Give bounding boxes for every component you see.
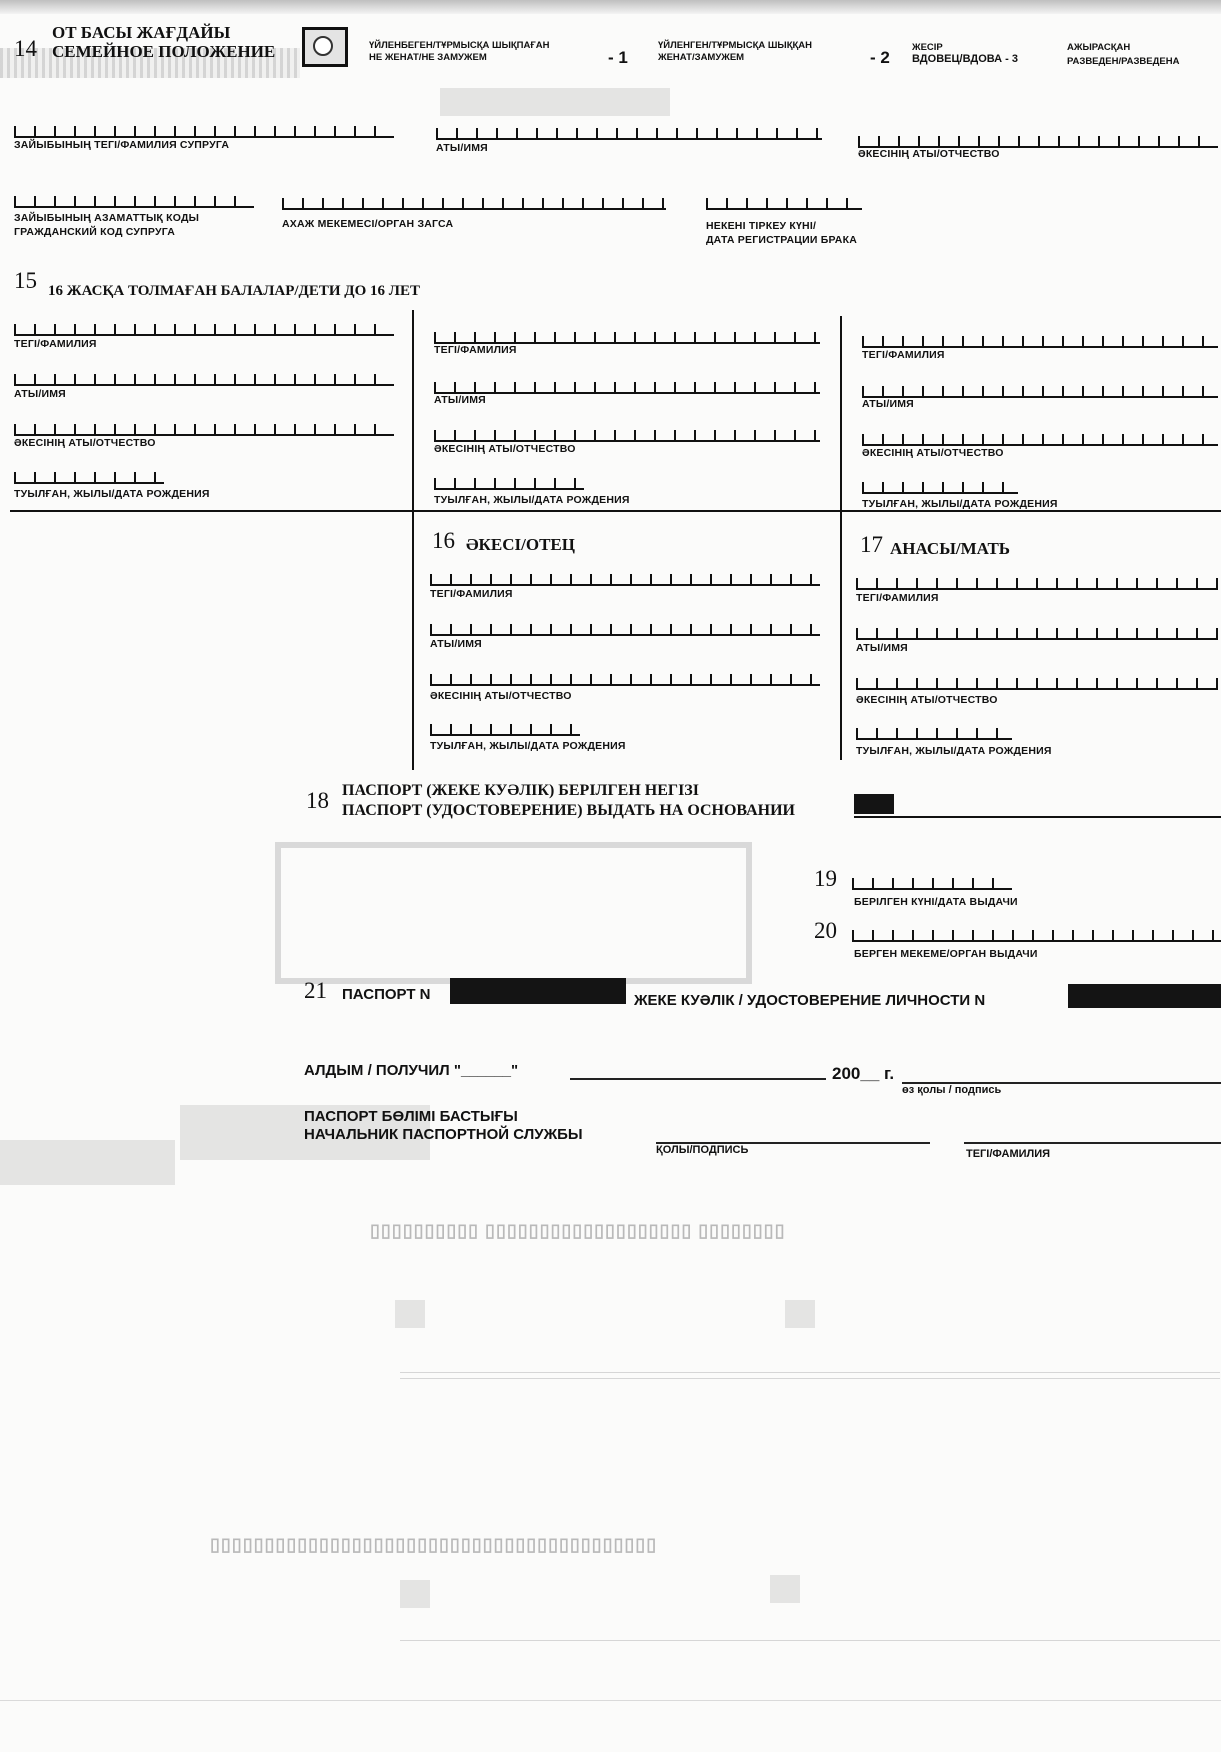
spouse-surname-field[interactable] [14,120,394,138]
mother-patronymic-label: ӘКЕСІНІҢ АТЫ/ОТЧЕСТВО [856,694,998,706]
id-card-number-label: ЖЕКЕ КУӘЛІК / УДОСТОВЕРЕНИЕ ЛИЧНОСТИ N [634,992,986,1009]
marital-status-code-box[interactable] [302,27,348,67]
checkbox-mark [313,36,333,56]
mother-dob-label: ТУЫЛҒАН, ЖЫЛЫ/ДАТА РОЖДЕНИЯ [856,745,1052,757]
child1-dob-field[interactable] [14,466,164,484]
option-1-code: - 1 [608,48,628,67]
issue-date-field[interactable] [852,872,1012,890]
chief-surname-label: ТЕГІ/ФАМИЛИЯ [966,1148,1051,1160]
bleed-through-block [440,88,670,116]
section-17-number: 17 [860,532,883,557]
option-3-ru: ВДОВЕЦ/ВДОВА - 3 [912,53,1018,65]
issuing-authority-label: БЕРГЕН МЕКЕМЕ/ОРГАН ВЫДАЧИ [854,948,1038,960]
chief-title-kz: ПАСПОРТ БӨЛІМІ БАСТЫҒЫ [304,1108,518,1125]
child3-patronymic-field[interactable] [862,428,1218,446]
spouse-code-label-kz: ЗАЙЫБЫНЫҢ АЗАМАТТЫҚ КОДЫ [14,212,200,224]
received-year: 200__ г. [832,1064,895,1083]
chief-surname-line[interactable] [964,1142,1221,1144]
option-4-ru: РАЗВЕДЕН/РАЗВЕДЕНА [1067,56,1180,67]
mother-patronymic-field[interactable] [856,672,1218,690]
spouse-patronymic-field[interactable] [858,130,1218,148]
mother-name-field[interactable] [856,622,1218,640]
zags-field[interactable] [282,192,666,210]
child2-patronymic-label: ӘКЕСІНІҢ АТЫ/ОТЧЕСТВО [434,443,576,455]
bleed-through-block [400,1580,430,1608]
received-date-line[interactable] [570,1078,826,1080]
option-2-code: - 2 [870,48,890,67]
mother-surname-field[interactable] [856,572,1218,590]
child2-dob-field[interactable] [434,472,584,490]
received-signature-label: өз қолы / подпись [902,1084,1002,1096]
child2-surname-label: ТЕГІ/ФАМИЛИЯ [434,344,517,356]
child1-name-field[interactable] [14,368,394,386]
child1-patronymic-label: ӘКЕСІНІҢ АТЫ/ОТЧЕСТВО [14,437,156,449]
option-2-kz: ҮЙЛЕНГЕН/ТҰРМЫСҚА ШЫҚҚАН [658,40,813,51]
spouse-patronymic-label: ӘКЕСІНІҢ АТЫ/ОТЧЕСТВО [858,148,1000,160]
marriage-date-field[interactable] [706,192,862,210]
bleed-through-text: ▯▯▯▯▯▯▯▯▯▯ ▯▯▯▯▯▯▯▯▯▯▯▯▯▯▯▯▯▯▯ ▯▯▯▯▯▯▯▯ [370,1223,786,1243]
option-2-ru: ЖЕНАТ/ЗАМУЖЕМ [658,52,745,63]
child2-name-label: АТЫ/ИМЯ [434,394,486,406]
father-name-field[interactable] [430,618,820,636]
option-4-kz: АЖЫРАСҚАН [1067,42,1131,53]
spouse-name-field[interactable] [436,122,822,140]
spouse-name-label: АТЫ/ИМЯ [436,142,488,154]
chief-title-ru: НАЧАЛЬНИК ПАСПОРТНОЙ СЛУЖБЫ [304,1126,583,1143]
father-dob-label: ТУЫЛҒАН, ЖЫЛЫ/ДАТА РОЖДЕНИЯ [430,740,626,752]
section-15-number: 15 [14,268,37,293]
option-3-kz: ЖЕСІР [912,42,943,53]
bleed-through-rule [400,1640,1220,1641]
chief-signature-label: ҚОЛЫ/ПОДПИСЬ [656,1144,749,1156]
child2-dob-label: ТУЫЛҒАН, ЖЫЛЫ/ДАТА РОЖДЕНИЯ [434,494,630,506]
bleed-through-rule [400,1372,1220,1373]
bleed-through-rule [0,1700,1221,1701]
section-16-number: 16 [432,528,455,553]
child3-dob-label: ТУЫЛҒАН, ЖЫЛЫ/ДАТА РОЖДЕНИЯ [862,498,1058,510]
id-card-number-redacted [1068,984,1221,1008]
spouse-surname-label: ЗАЙЫБЫНЫҢ ТЕГІ/ФАМИЛИЯ СУПРУГА [14,139,230,151]
option-1-ru: НЕ ЖЕНАТ/НЕ ЗАМУЖЕМ [369,52,487,63]
father-surname-label: ТЕГІ/ФАМИЛИЯ [430,588,513,600]
basis-field[interactable] [854,794,1221,818]
section-16-title: ӘКЕСІ/ОТЕЦ [466,535,575,554]
section-14-title-ru: СЕМЕЙНОЕ ПОЛОЖЕНИЕ [52,42,276,61]
section-19-number: 19 [814,866,837,891]
section-18-line-ru: ПАСПОРТ (УДОСТОВЕРЕНИЕ) ВЫДАТЬ НА ОСНОВАНИИ [342,802,795,819]
passport-number-label: ПАСПОРТ N [342,986,431,1003]
section-18-number: 18 [306,788,329,813]
passport-number-redacted [450,978,626,1004]
child2-surname-field[interactable] [434,326,820,344]
bleed-through-block [395,1300,425,1328]
marriage-date-label-2: ДАТА РЕГИСТРАЦИИ БРАКА [706,234,857,246]
bleed-through-rule [400,1378,1220,1379]
child1-surname-label: ТЕГІ/ФАМИЛИЯ [14,338,97,350]
father-name-label: АТЫ/ИМЯ [430,638,482,650]
child3-patronymic-label: ӘКЕСІНІҢ АТЫ/ОТЧЕСТВО [862,447,1004,459]
father-patronymic-label: ӘКЕСІНІҢ АТЫ/ОТЧЕСТВО [430,690,572,702]
child2-name-field[interactable] [434,376,820,394]
father-patronymic-field[interactable] [430,668,820,686]
received-label: АЛДЫМ / ПОЛУЧИЛ "______" [304,1062,519,1079]
issuing-authority-field[interactable] [852,924,1221,942]
section-14-number: 14 [14,36,37,61]
bleed-through-block [770,1575,800,1603]
father-dob-field[interactable] [430,718,580,736]
bleed-through-text: ▯▯▯▯▯▯▯▯▯▯▯▯▯▯▯▯▯▯▯▯▯▯▯▯▯▯▯▯▯▯▯▯▯▯▯▯▯▯▯▯▯ [210,1537,658,1557]
child3-name-field[interactable] [862,380,1218,398]
section-21-number: 21 [304,978,327,1003]
father-surname-field[interactable] [430,568,820,586]
child3-surname-field[interactable] [862,330,1218,348]
section-15-bottom-rule [10,510,1221,512]
mother-surname-label: ТЕГІ/ФАМИЛИЯ [856,592,939,604]
child1-surname-field[interactable] [14,318,394,336]
child3-surname-label: ТЕГІ/ФАМИЛИЯ [862,349,945,361]
marriage-date-label-1: НЕКЕНІ ТІРКЕУ КҮНІ/ [706,220,817,232]
mother-name-label: АТЫ/ИМЯ [856,642,908,654]
bleed-through-frame [275,842,752,984]
column-divider-1 [412,310,414,770]
child1-dob-label: ТУЫЛҒАН, ЖЫЛЫ/ДАТА РОЖДЕНИЯ [14,488,210,500]
issue-date-label: БЕРІЛГЕН КҮНІ/ДАТА ВЫДАЧИ [854,896,1018,908]
section-15-title: 16 ЖАСҚА ТОЛМАҒАН БАЛАЛАР/ДЕТИ ДО 16 ЛЕТ [48,283,420,299]
bleed-through-block [785,1300,815,1328]
child2-patronymic-field[interactable] [434,424,820,442]
mother-dob-field[interactable] [856,722,1012,740]
child3-name-label: АТЫ/ИМЯ [862,398,914,410]
section-17-title: АНАСЫ/МАТЬ [890,539,1011,558]
option-1-kz: ҮЙЛЕНБЕГЕН/ТҰРМЫСҚА ШЫҚПАҒАН [369,40,550,51]
section-18-line-kz: ПАСПОРТ (ЖЕКЕ КУӘЛІК) БЕРІЛГЕН НЕГІЗІ [342,782,699,799]
zags-label: АХАЖ МЕКЕМЕСІ/ОРГАН ЗАГСА [282,218,454,230]
spouse-code-label-ru: ГРАЖДАНСКИЙ КОД СУПРУГА [14,226,175,238]
bleed-through-block [0,1140,175,1185]
child1-name-label: АТЫ/ИМЯ [14,388,66,400]
child3-dob-field[interactable] [862,476,1018,494]
child1-patronymic-field[interactable] [14,418,394,436]
section-20-number: 20 [814,918,837,943]
spouse-civil-code-field[interactable] [14,190,254,208]
section-14-title-kz: ОТ БАСЫ ЖАҒДАЙЫ [52,23,231,42]
top-scan-band [0,0,1221,14]
column-divider-2 [840,316,842,760]
